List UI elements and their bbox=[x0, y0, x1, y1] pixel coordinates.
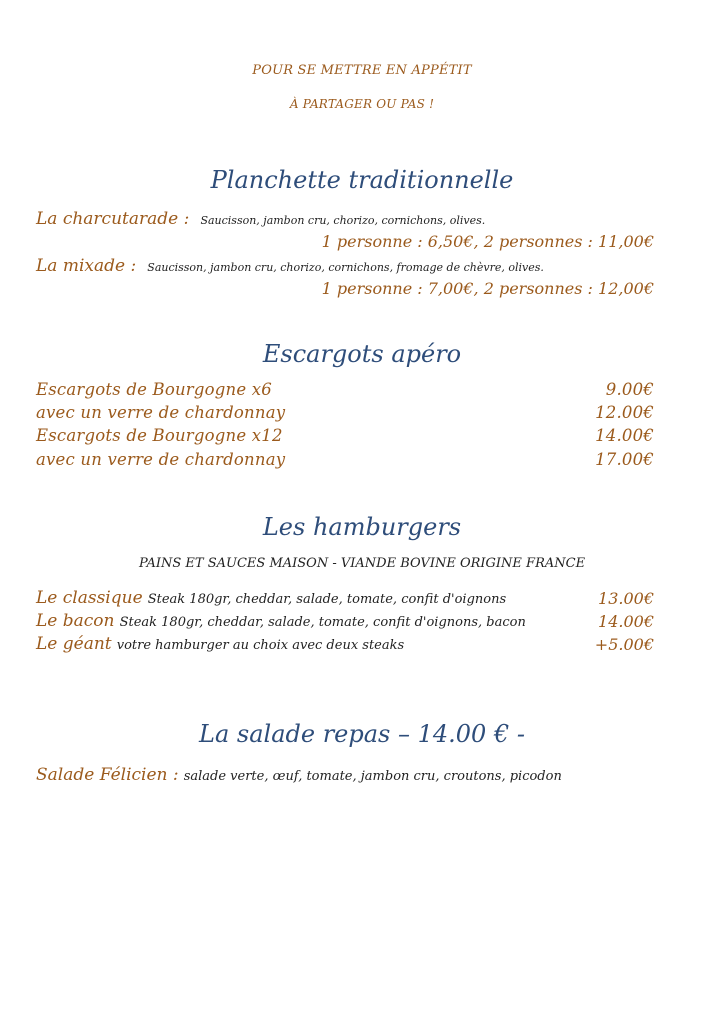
item-description: Saucisson, jambon cru, chorizo, cornichons, olives. bbox=[200, 214, 486, 227]
escargot-item-name: Escargots de Bourgogne x12 bbox=[36, 426, 283, 445]
escargot-item-price: 17.00€ bbox=[595, 450, 654, 469]
burger-item-price: 13.00€ bbox=[598, 589, 654, 608]
escargot-item-name: Escargots de Bourgogne x6 bbox=[36, 380, 272, 399]
burger-item-geant bbox=[36, 634, 404, 654]
burger-item-price: +5.00€ bbox=[594, 635, 654, 654]
salade-item bbox=[36, 765, 562, 785]
item-name: La charcutarade : bbox=[36, 209, 190, 229]
escargot-item-name: avec un verre de chardonnay bbox=[36, 403, 286, 422]
item-name: Le géant bbox=[36, 634, 112, 654]
section-title-salade: La salade repas – 14.00 € - bbox=[199, 720, 525, 748]
section-title-planchette: Planchette traditionnelle bbox=[210, 166, 514, 194]
item-description: salade verte, œuf, tomate, jambon cru, croutons, picodon bbox=[183, 769, 562, 784]
item-description: Steak 180gr, cheddar, salade, tomate, confit d'oignons, bacon bbox=[119, 615, 526, 630]
intro-line-1: POUR SE METTRE EN APPÉTIT bbox=[252, 63, 472, 78]
item-prices-mixade: 1 personne : 7,00€, 2 personnes : 12,00€ bbox=[321, 279, 654, 298]
section-title-hamburgers: Les hamburgers bbox=[262, 513, 462, 541]
escargot-item-price: 14.00€ bbox=[595, 426, 654, 445]
burger-item-bacon bbox=[36, 611, 526, 631]
section-title-escargots: Escargots apéro bbox=[262, 340, 462, 368]
menu-item-mixade bbox=[36, 256, 544, 276]
item-name: Salade Félicien : bbox=[36, 765, 179, 785]
item-name: La mixade : bbox=[36, 256, 137, 276]
escargot-item-price: 9.00€ bbox=[605, 380, 654, 399]
burger-item-classique bbox=[36, 588, 506, 608]
item-description: Steak 180gr, cheddar, salade, tomate, confit d'oignons bbox=[147, 592, 507, 607]
burger-item-price: 14.00€ bbox=[598, 612, 654, 631]
item-name: Le bacon bbox=[36, 611, 115, 631]
menu-item-charcutarade bbox=[36, 209, 485, 229]
item-prices-charcutarade: 1 personne : 6,50€, 2 personnes : 11,00€ bbox=[321, 232, 654, 251]
item-description: Saucisson, jambon cru, chorizo, cornichons, fromage de chèvre, olives. bbox=[147, 261, 544, 274]
item-description: votre hamburger au choix avec deux steaks bbox=[116, 638, 405, 653]
escargot-item-name: avec un verre de chardonnay bbox=[36, 450, 286, 469]
item-name: Le classique bbox=[36, 588, 143, 608]
escargot-item-price: 12.00€ bbox=[595, 403, 654, 422]
intro-line-2: À PARTAGER OU PAS ! bbox=[289, 97, 435, 111]
hamburgers-subtitle: PAINS ET SAUCES MAISON - VIANDE BOVINE ORIGINE FRANCE bbox=[138, 556, 586, 571]
